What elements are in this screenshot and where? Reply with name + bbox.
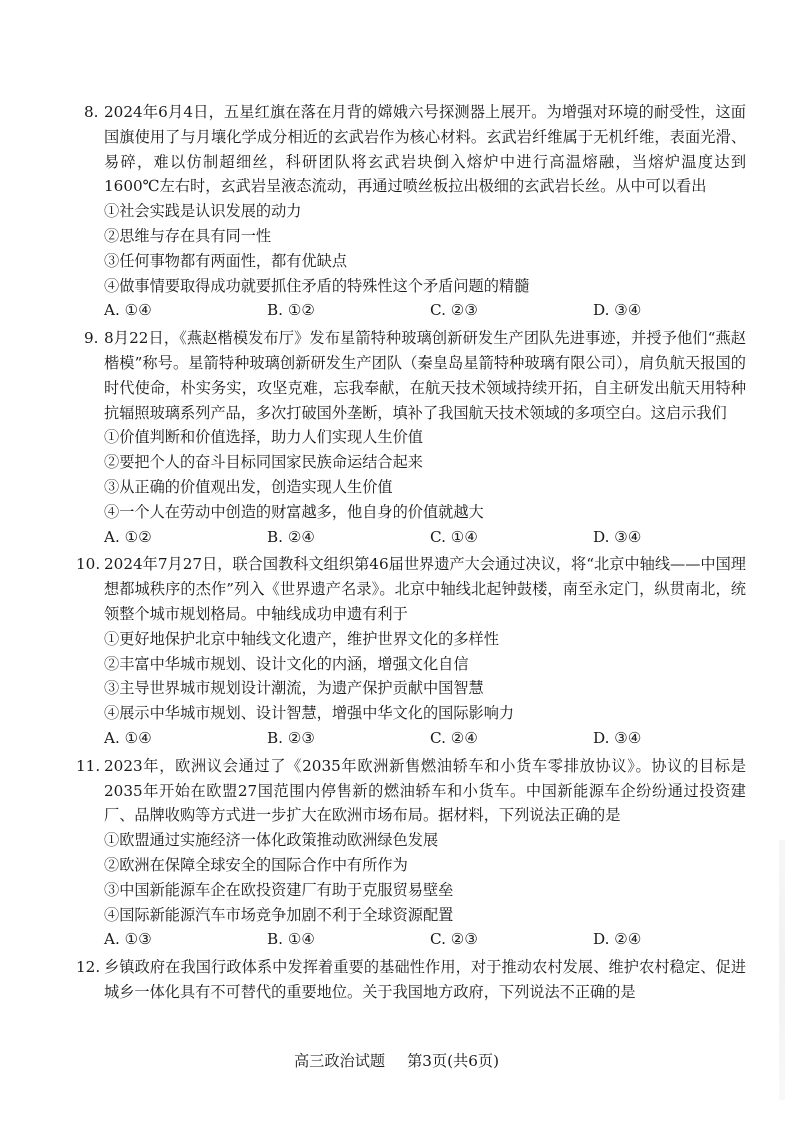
choice-a: A. ①② bbox=[104, 527, 152, 546]
question-11 bbox=[76, 754, 746, 952]
exam-title: 高三政治试题 bbox=[293, 1052, 386, 1070]
choice-c: C. ②③ bbox=[430, 301, 478, 320]
question-list bbox=[76, 100, 746, 1005]
statement-2: ②思维与存在具有同一性 bbox=[104, 226, 272, 245]
question-text: 8月22日，《燕赵楷模发布厅》发布星箭特种玻璃创新研发生产团队先进事迹，并授予他们“燕赵楷模”称号。星箭特种玻璃创新研发生产团队（秦皇岛星箭特种玻璃有限公司），肩负航天报国的时代使命，朴实务实，攻坚克难，忘我奉献，在航天技术领域持续开拓，自主研发出航天用特种抗辐照玻璃系列产品，多次打破国外垄断，填补了我国航天技术领域的多项空白。这启示我们 bbox=[104, 329, 746, 422]
choice-b: B. ①④ bbox=[267, 930, 316, 949]
choice-a: A. ①③ bbox=[104, 930, 152, 949]
question-number: 10. bbox=[76, 555, 101, 574]
statement-2: ②欧洲在保障全球安全的国际合作中有所作为 bbox=[104, 855, 408, 874]
question-stem bbox=[86, 326, 746, 425]
page-number: 第3页(共6页) bbox=[407, 1052, 500, 1070]
statement-3: ③从正确的价值观出发，创造实现人生价值 bbox=[104, 477, 393, 496]
statement-list bbox=[86, 425, 746, 524]
answer-choices bbox=[86, 525, 746, 550]
choice-b: B. ②④ bbox=[267, 527, 316, 546]
page-footer bbox=[0, 1050, 793, 1071]
question-text: 2023年，欧洲议会通过了《2035年欧洲新售燃油轿车和小货车零排放协议》。协议的目标是2035年开始在欧盟27国范围内停售新的燃油轿车和小货车。中国新能源车企纷纷通过投资建厂、品牌收购等方式进一步扩大在欧洲市场布局。据材料，下列说法正确的是 bbox=[104, 756, 746, 825]
statement-list bbox=[86, 627, 746, 726]
statement-2: ②丰富中华城市规划、设计文化的内涵，增强文化自信 bbox=[104, 654, 469, 673]
statement-1: ①价值判断和价值选择，助力人们实现人生价值 bbox=[104, 428, 423, 447]
answer-choices bbox=[86, 298, 746, 323]
statement-1: ①社会实践是认识发展的动力 bbox=[104, 202, 302, 221]
question-10 bbox=[76, 552, 746, 750]
choice-c: C. ①④ bbox=[430, 527, 478, 546]
choice-b: B. ②③ bbox=[267, 728, 316, 747]
choice-c: C. ②④ bbox=[430, 728, 478, 747]
choice-a: A. ①④ bbox=[104, 301, 152, 320]
question-stem bbox=[86, 100, 746, 199]
question-text: 2024年6月4日，五星红旗在落在月背的嫦娥六号探测器上展开。为增强对环境的耐受性，这面国旗使用了与月壤化学成分相近的玄武岩作为核心材料。玄武岩纤维属于无机纤维，表面光滑、易碎，难以仿制超细丝，科研团队将玄武岩块倒入熔炉中进行高温熔融，当熔炉温度达到1600℃左右时，玄武岩呈液态流动，再通过喷丝板拉出极细的玄武岩长丝。从中可以看出 bbox=[104, 103, 746, 196]
answer-choices bbox=[86, 927, 746, 952]
statement-1: ①更好地保护北京中轴线文化遗产，维护世界文化的多样性 bbox=[104, 629, 499, 648]
statement-list bbox=[86, 828, 746, 927]
question-stem bbox=[76, 552, 746, 626]
statement-3: ③中国新能源车企在欧投资建厂有助于克服贸易壁垒 bbox=[104, 880, 454, 899]
choice-b: B. ①② bbox=[267, 301, 316, 320]
choice-a: A. ①④ bbox=[104, 728, 152, 747]
choice-d: D. ③④ bbox=[593, 527, 642, 546]
question-number: 11. bbox=[76, 756, 101, 775]
statement-3: ③任何事物都有两面性，都有优缺点 bbox=[104, 251, 347, 270]
statement-4: ④展示中华城市规划、设计智慧，增强中华文化的国际影响力 bbox=[104, 704, 515, 723]
choice-d: D. ②④ bbox=[593, 930, 642, 949]
statement-4: ④做事情要取得成功就要抓住矛盾的特殊性这个矛盾问题的精髓 bbox=[104, 276, 530, 295]
question-stem bbox=[76, 754, 746, 828]
statement-2: ②要把个人的奋斗目标同国家民族命运结合起来 bbox=[104, 453, 423, 472]
statement-3: ③主导世界城市规划设计潮流，为遗产保护贡献中国智慧 bbox=[104, 679, 484, 698]
statement-list bbox=[86, 199, 746, 298]
question-9 bbox=[86, 326, 746, 549]
choice-c: C. ②③ bbox=[430, 930, 478, 949]
choice-d: D. ③④ bbox=[593, 301, 642, 320]
scan-edge-shadow bbox=[779, 840, 785, 1100]
statement-4: ④一个人在劳动中创造的财富越多，他自身的价值就越大 bbox=[104, 502, 484, 521]
question-number: 8. bbox=[84, 103, 99, 121]
question-number: 12. bbox=[76, 958, 101, 977]
statement-4: ④国际新能源汽车市场竞争加剧不利于全球资源配置 bbox=[104, 905, 454, 924]
question-number: 9. bbox=[84, 329, 99, 348]
question-stem bbox=[76, 955, 746, 1005]
question-8 bbox=[86, 100, 746, 323]
question-text: 2024年7月27日，联合国教科文组织第46届世界遗产大会通过决议，将“北京中轴线——中国理想都城秩序的杰作”列入《世界遗产名录》。北京中轴线北起钟鼓楼，南至永定门，纵贯南北，统领整个城市规划格局。中轴线成功申遗有利于 bbox=[104, 555, 746, 623]
answer-choices bbox=[86, 726, 746, 751]
choice-d: D. ③④ bbox=[593, 728, 642, 747]
question-text: 乡镇政府在我国行政体系中发挥着重要的基础性作用，对于推动农村发展、维护农村稳定、促进城乡一体化具有不可替代的重要地位。关于我国地方政府，下列说法不正确的是 bbox=[104, 958, 746, 1001]
question-12 bbox=[76, 955, 746, 1005]
statement-1: ①欧盟通过实施经济一体化政策推动欧洲绿色发展 bbox=[104, 831, 439, 850]
